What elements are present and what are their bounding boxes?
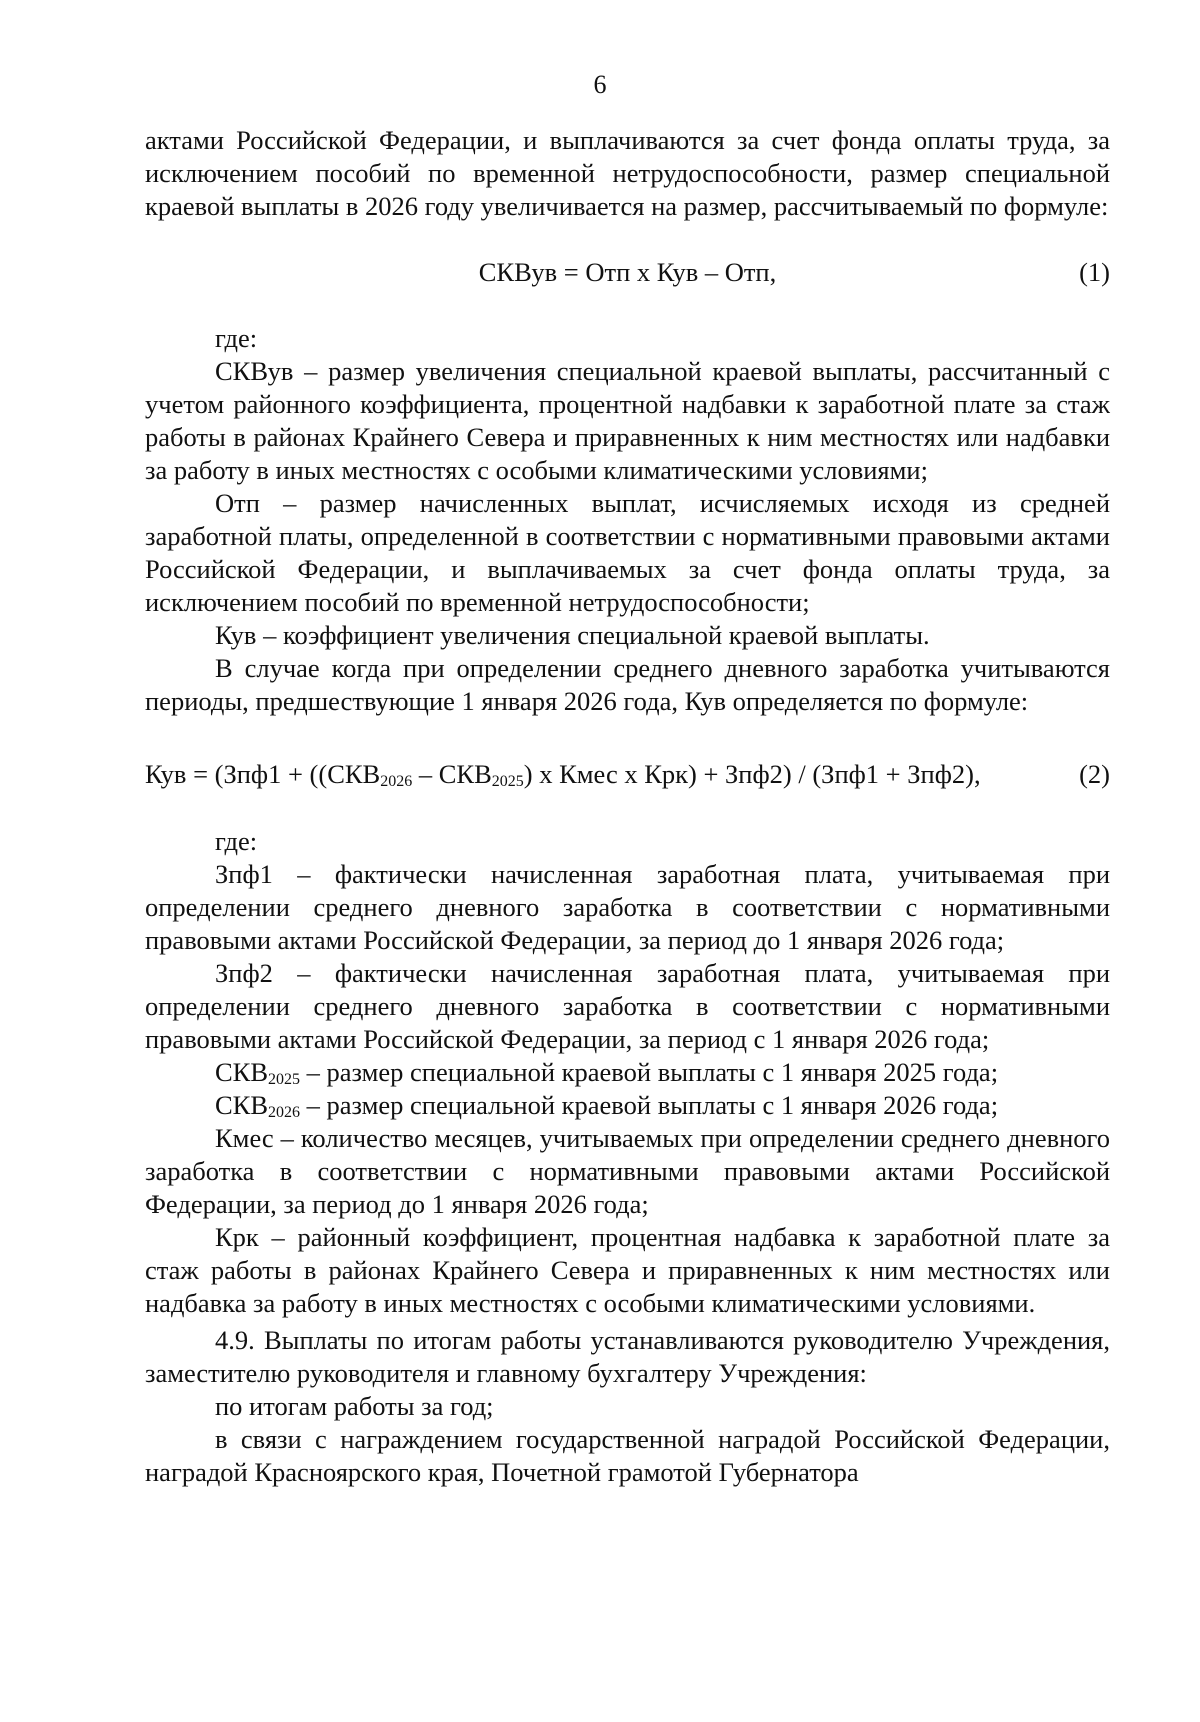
- section-4-9-item-award: в связи с награждением государственной наградой Российской Федерации, наградой Красноярского края, Почетной грамотой Губернатора: [145, 1424, 1110, 1487]
- formula-1-expression: СКВув = Отп х Кув – Отп,: [478, 257, 777, 287]
- definition-skv2026: $СКВ_{2026}$ – размер специальной краевой выплаты с 1 января 2026 года;: [215, 1090, 999, 1121]
- document-body: [145, 124, 1110, 1489]
- definition-kuv: Кув – коэффициент увеличения специальной краевой выплаты.: [215, 620, 930, 650]
- definition-skv2025: $СКВ_{2025}$ – размер специальной краевой выплаты с 1 января 2025 года;: [215, 1057, 999, 1088]
- definition-zpf2: Зпф2 – фактически начисленная заработная плата, учитываемая при определении среднего дневного заработка в соответствии с нормативными правовыми актами Российской Федерации, за период с 1 января 2026 года;: [145, 958, 1110, 1054]
- formula-2-expression: Кув = ($Зпф1 + ((СКВ_{2026} - СКВ_{2025})$ х Кмес х Крк) + Зпф2) / (Зпф1 + Зпф2),: [145, 759, 981, 790]
- formula-1: [145, 256, 1110, 289]
- section-4-9: 4.9. Выплаты по итогам работы устанавливаются руководителю Учреждения, заместителю руководителя и главному бухгалтеру Учреждения:: [145, 1325, 1110, 1388]
- page-number: 6: [593, 70, 607, 99]
- definition-krk: Крк – районный коэффициент, процентная надбавка к заработной плате за стаж работы в районах Крайнего Севера и приравненных к ним местностях или надбавка за работу в иных местностях с особыми климатическими условиями.: [145, 1222, 1110, 1318]
- where-label-1: где:: [215, 323, 258, 353]
- definition-zpf1: Зпф1 – фактически начисленная заработная плата, учитываемая при определении среднего дневного заработка в соответствии с нормативными правовыми актами Российской Федерации, за период до 1 января 2026 года;: [145, 859, 1110, 955]
- definition-otp: Отп – размер начисленных выплат, исчисляемых исходя из средней заработной платы, определенной в соответствии с нормативными правовыми актами Российской Федерации, и выплачиваемых за счет фонда оплаты труда, за исключением пособий по временной нетрудоспособности;: [145, 488, 1110, 617]
- section-4-9-item-annual: по итогам работы за год;: [215, 1391, 494, 1421]
- formula-1-number: (1): [1079, 257, 1110, 287]
- formula-2-number: (2): [1079, 759, 1110, 789]
- where-label-2: где:: [215, 826, 258, 856]
- intro-paragraph: актами Российской Федерации, и выплачиваются за счет фонда оплаты труда, за исключением пособий по временной нетрудоспособности, размер специальной краевой выплаты в 2026 году увеличивается на размер, рассчитываемый по формуле:: [145, 125, 1110, 221]
- condition-paragraph: В случае когда при определении среднего дневного заработка учитываются периоды, предшествующие 1 января 2026 года, Кув определяется по формуле:: [145, 653, 1110, 716]
- definition-kmes: Кмес – количество месяцев, учитываемых при определении среднего дневного заработка в соответствии с нормативными правовыми актами Российской Федерации, за период до 1 января 2026 года;: [145, 1123, 1110, 1219]
- formula-2: [145, 758, 1110, 791]
- definition-skvuv: СКВув – размер увеличения специальной краевой выплаты, рассчитанный с учетом районного коэффициента, процентной надбавки к заработной плате за стаж работы в районах Крайнего Севера и приравненных к ним местностях или надбавки за работу в иных местностях с особыми климатическими условиями;: [145, 356, 1110, 485]
